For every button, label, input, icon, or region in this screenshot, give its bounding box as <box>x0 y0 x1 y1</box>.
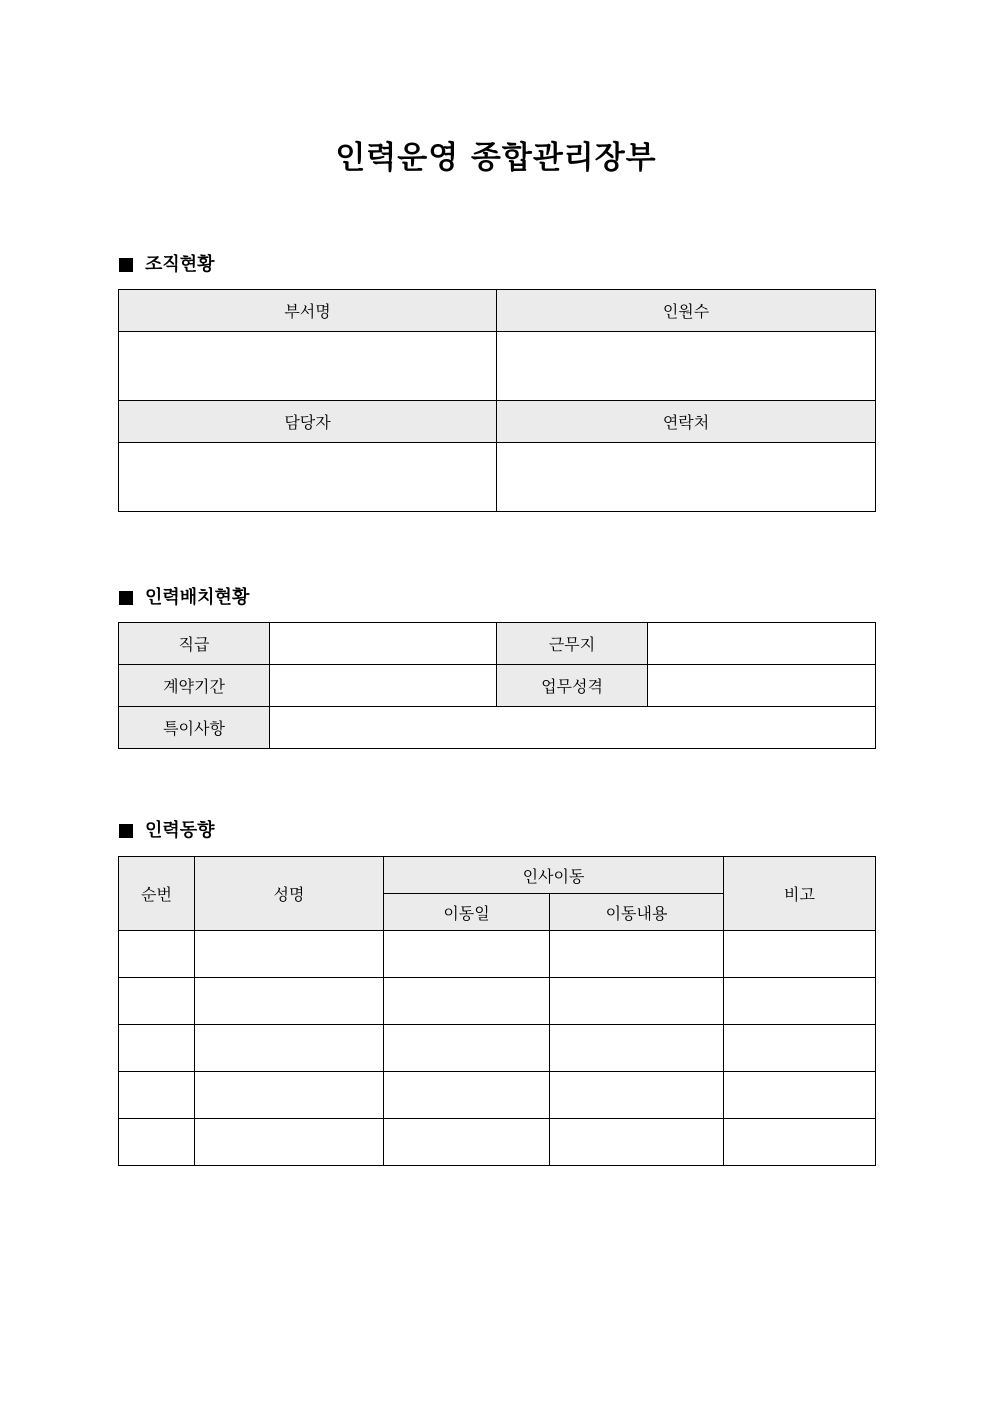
name-cell[interactable] <box>195 1072 384 1119</box>
seq-cell[interactable] <box>119 1072 195 1119</box>
document-title: 인력운영 종합관리장부 <box>335 140 657 176</box>
section-heading-organization <box>119 253 215 277</box>
job-type-field[interactable] <box>648 665 876 707</box>
headcount-field[interactable] <box>497 332 876 401</box>
header-person-in-charge: 담당자 <box>119 401 497 443</box>
seq-cell[interactable] <box>119 1025 195 1072</box>
move-detail-cell[interactable] <box>550 1025 724 1072</box>
move-date-cell[interactable] <box>384 931 550 978</box>
movement-table <box>118 856 876 1166</box>
table-row <box>119 1119 876 1166</box>
contact-field[interactable] <box>497 443 876 512</box>
person-in-charge-field[interactable] <box>119 443 497 512</box>
section-heading-label: 인력동향 <box>145 820 215 841</box>
note-cell[interactable] <box>724 1025 876 1072</box>
note-cell[interactable] <box>724 1119 876 1166</box>
header-seq: 순번 <box>119 857 195 931</box>
move-detail-cell[interactable] <box>550 931 724 978</box>
table-row <box>119 1072 876 1119</box>
black-square-icon <box>119 258 133 272</box>
header-headcount: 인원수 <box>497 290 876 332</box>
header-personnel-move: 인사이동 <box>384 857 724 894</box>
table-row <box>119 978 876 1025</box>
section-heading-deployment <box>119 586 249 610</box>
header-note: 비고 <box>724 857 876 931</box>
header-name: 성명 <box>195 857 384 931</box>
table-row <box>119 1025 876 1072</box>
move-date-cell[interactable] <box>384 1025 550 1072</box>
department-name-field[interactable] <box>119 332 497 401</box>
name-cell[interactable] <box>195 978 384 1025</box>
note-cell[interactable] <box>724 1072 876 1119</box>
remarks-field[interactable] <box>270 707 876 749</box>
seq-cell[interactable] <box>119 1119 195 1166</box>
label-rank: 직급 <box>119 623 270 665</box>
workplace-field[interactable] <box>648 623 876 665</box>
section-heading-label: 인력배치현황 <box>145 587 250 608</box>
move-detail-cell[interactable] <box>550 1072 724 1119</box>
note-cell[interactable] <box>724 931 876 978</box>
deployment-table <box>118 622 876 749</box>
section-heading-movement <box>119 819 215 843</box>
header-department-name: 부서명 <box>119 290 497 332</box>
seq-cell[interactable] <box>119 978 195 1025</box>
black-square-icon <box>119 591 133 605</box>
label-job-type: 업무성격 <box>497 665 648 707</box>
note-cell[interactable] <box>724 978 876 1025</box>
move-detail-cell[interactable] <box>550 1119 724 1166</box>
black-square-icon <box>119 824 133 838</box>
name-cell[interactable] <box>195 1025 384 1072</box>
move-date-cell[interactable] <box>384 1072 550 1119</box>
contract-period-field[interactable] <box>270 665 497 707</box>
move-detail-cell[interactable] <box>550 978 724 1025</box>
seq-cell[interactable] <box>119 931 195 978</box>
header-contact: 연락처 <box>497 401 876 443</box>
header-move-detail: 이동내용 <box>550 894 724 931</box>
section-heading-label: 조직현황 <box>145 254 215 275</box>
header-move-date: 이동일 <box>384 894 550 931</box>
move-date-cell[interactable] <box>384 978 550 1025</box>
move-date-cell[interactable] <box>384 1119 550 1166</box>
organization-table <box>118 289 876 512</box>
label-workplace: 근무지 <box>497 623 648 665</box>
label-contract-period: 계약기간 <box>119 665 270 707</box>
name-cell[interactable] <box>195 1119 384 1166</box>
name-cell[interactable] <box>195 931 384 978</box>
label-remarks: 특이사항 <box>119 707 270 749</box>
table-row <box>119 931 876 978</box>
rank-field[interactable] <box>270 623 497 665</box>
